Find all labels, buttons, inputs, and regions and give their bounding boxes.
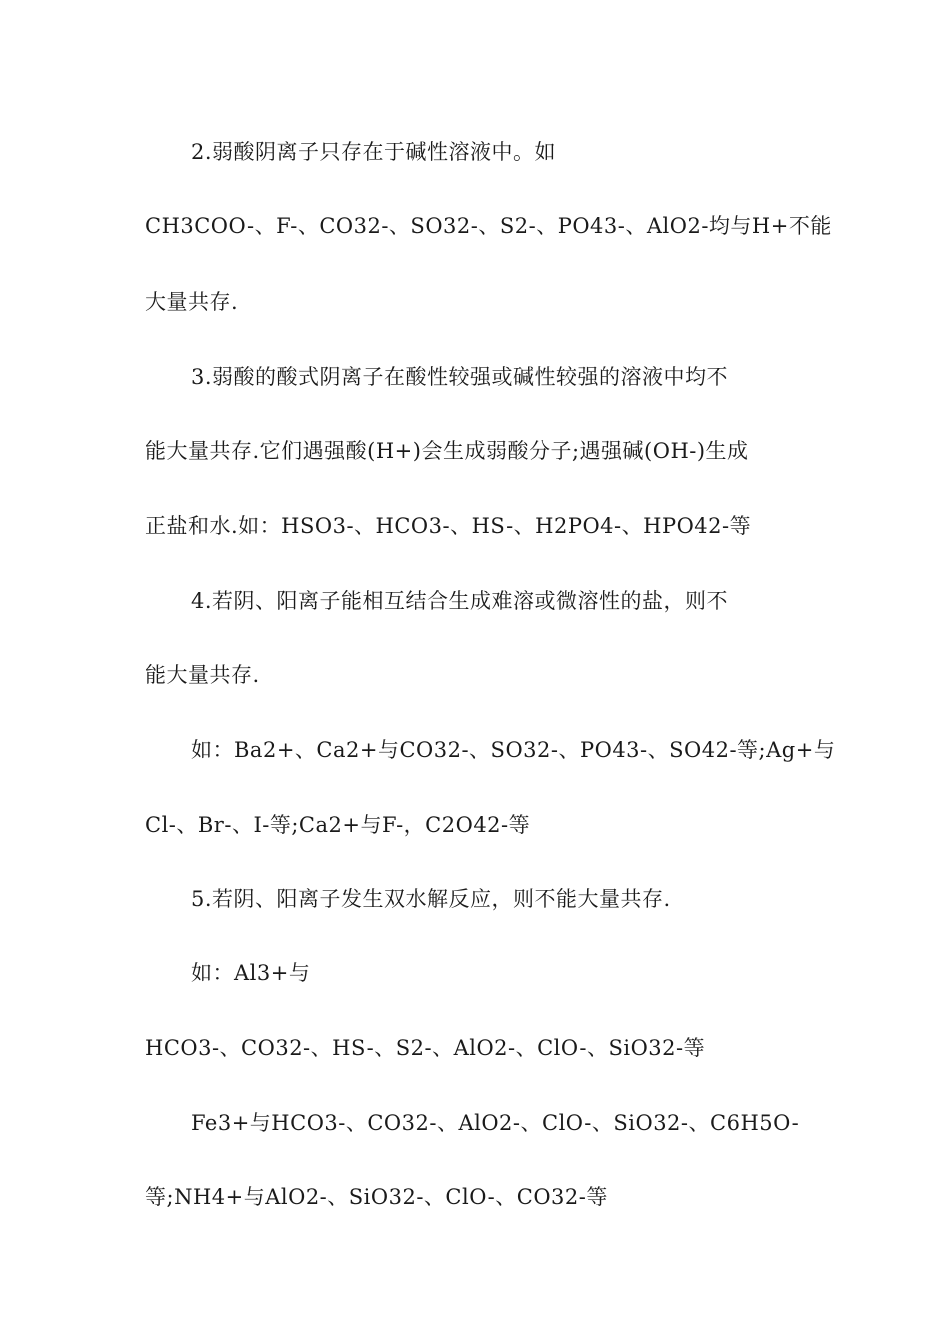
example-5-line-2: HCO3-、CO32-、HS-、S2-、AlO2-、ClO-、SiO32-等 xyxy=(145,1036,706,1060)
paragraph-3-line-1: 3.弱酸的酸式阴离子在酸性较强或碱性较强的溶液中均不 xyxy=(191,365,729,389)
example-4-line-1: 如：Ba2+、Ca2+与CO32-、SO32-、PO43-、SO42-等;Ag+与 xyxy=(191,738,836,762)
paragraph-2-line-3: 大量共存. xyxy=(145,290,239,314)
paragraph-5-line-1: 5.若阴、阳离子发生双水解反应，则不能大量共存. xyxy=(191,887,671,911)
example-5-line-1: 如：Al3+与 xyxy=(191,961,311,985)
example-5-line-3: Fe3+与HCO3-、CO32-、AlO2-、ClO-、SiO32-、C6H5O- xyxy=(191,1111,800,1135)
paragraph-3-line-2: 能大量共存.它们遇强酸(H+)会生成弱酸分子;遇强碱(OH-)生成 xyxy=(145,439,749,463)
paragraph-4-line-2: 能大量共存. xyxy=(145,663,260,687)
paragraph-2-line-1: 2.弱酸阴离子只存在于碱性溶液中。如 xyxy=(191,140,557,164)
paragraph-4-line-1: 4.若阴、阳离子能相互结合生成难溶或微溶性的盐，则不 xyxy=(191,589,729,613)
example-5-line-4: 等;NH4+与AlO2-、SiO32-、ClO-、CO32-等 xyxy=(145,1185,608,1209)
paragraph-3-line-3: 正盐和水.如：HSO3-、HCO3-、HS-、H2PO4-、HPO42-等 xyxy=(145,514,752,538)
example-4-line-2: Cl-、Br-、I-等;Ca2+与F-，C2O42-等 xyxy=(145,813,531,837)
paragraph-2-line-2: CH3COO-、F-、CO32-、SO32-、S2-、PO43-、AlO2-均与H+不能 xyxy=(145,214,832,238)
